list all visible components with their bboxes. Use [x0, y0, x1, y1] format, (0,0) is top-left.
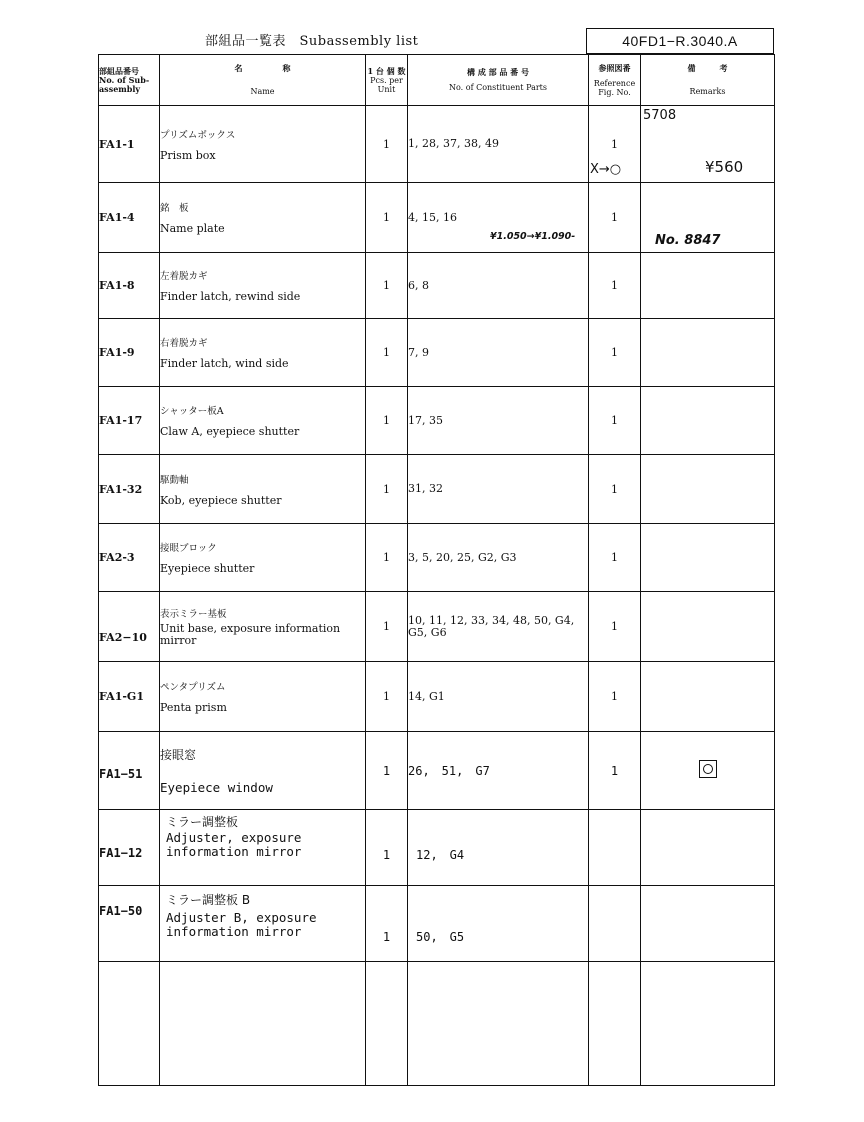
table-row: FA1−51 接眼窓 Eyepiece window 1 26, 51, G7 1 — [99, 732, 775, 810]
table-row: FA2-3 接眼ブロック Eyepiece shutter 1 3, 5, 20, 25, G2, G3 1 — [99, 524, 775, 592]
table-row-empty — [99, 962, 775, 1086]
handwritten-price: ¥560 — [705, 158, 744, 176]
table-header — [99, 55, 775, 106]
col-ref: 参照図番 Reference Fig. No. — [589, 55, 641, 106]
table-row: FA1−12 ミラー調整板 Adjuster, exposure information mirror 1 12, G4 — [99, 810, 775, 886]
handwritten-number: 5708 — [643, 108, 677, 123]
table-row: FA1−50 ミラー調整板 B Adjuster B, exposure information mirror 1 50, G5 — [99, 886, 775, 962]
table-row: FA1-4 銘 板 Name plate 1 4, 15, 16 ¥1.050→¥1.090- 1 No. 8847 — [99, 183, 775, 253]
table-row: FA1-17 シャッター板A Claw A, eyepiece shutter 1 17, 35 1 — [99, 387, 775, 455]
table-row: FA1-9 右着脱カギ Finder latch, wind side 1 7, 9 1 — [99, 319, 775, 387]
table-row: FA1-G1 ペンタプリズム Penta prism 1 14, G1 1 — [99, 662, 775, 732]
col-parts: 構 成 部 品 番 号 No. of Constituent Parts — [408, 55, 589, 106]
table-row: FA1-1 プリズムボックス Prism box 1 1, 28, 37, 38, 49 1 X→○ 5708 ¥560 — [99, 106, 775, 183]
remarks-cell — [641, 183, 775, 253]
col-remarks: 備 考 Remarks — [641, 55, 775, 106]
stamp-icon — [699, 760, 717, 778]
table-row: FA1-32 駆動軸 Kob, eyepiece shutter 1 31, 32 1 — [99, 455, 775, 524]
handwritten-number: No. 8847 — [655, 233, 721, 248]
table-row: FA2−10 表示ミラー基板 Unit base, exposure information mirror 1 10, 11, 12, 33, 34, 48, 50, G4, G5, G6 1 — [99, 592, 775, 662]
handwritten-ref-note: X→○ — [590, 162, 622, 177]
page-title: 部組品一覧表 Subassembly list — [205, 34, 419, 49]
col-pcs: 1 台 個 数 Pcs. per Unit — [366, 55, 408, 106]
document-number: 40FD1−R.3040.A — [586, 28, 774, 54]
table-row: FA1-8 左着脱カギ Finder latch, rewind side 1 6, 8 1 — [99, 253, 775, 319]
col-no: 部組品番号 No. of Sub-assembly — [99, 55, 160, 106]
subassembly-table — [98, 54, 775, 1086]
col-name: 名 称 Name — [160, 55, 366, 106]
handwritten-price-change: ¥1.050→¥1.090- — [490, 231, 576, 242]
remarks-cell — [641, 106, 775, 183]
